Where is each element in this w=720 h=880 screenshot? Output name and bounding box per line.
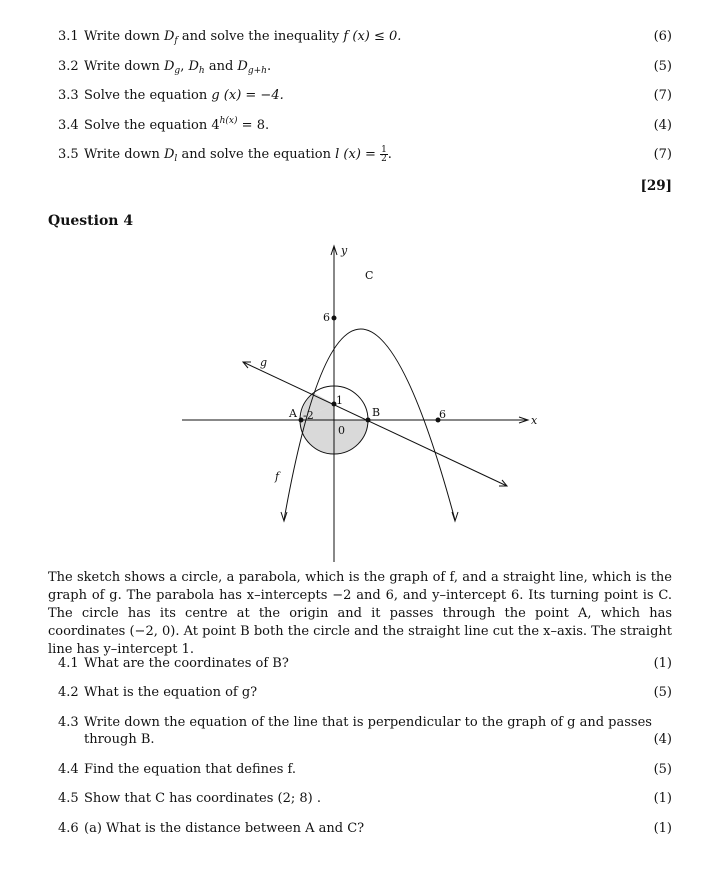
item-marks: (1) bbox=[653, 791, 672, 806]
item-text: Write down $D_f$ and solve the inequality f (x) ≤ 0. bbox=[84, 29, 402, 46]
item-number: 4.4 bbox=[58, 762, 79, 777]
section-total-marks: [29] bbox=[640, 178, 672, 194]
question-4-heading: Question 4 bbox=[48, 213, 134, 229]
item-text: What are the coordinates of B? bbox=[84, 656, 289, 671]
item-marks: (5) bbox=[653, 685, 672, 700]
question-4-description: The sketch shows a circle, a parabola, which is the graph of f, and a straight line, which is the graph of g. The parabola has x–intercepts −2 and 6, and y–intercept 6. Its turning point is C. The circle has its centre at the origin and it passes through the point A, which has coordinates (−2, 0). At point B both the circle and the straight line cut the x–axis. The straight line has y–intercept 1. bbox=[48, 570, 672, 657]
parabola-right-arrow-icon bbox=[452, 512, 458, 521]
item-number: 3.4 bbox=[58, 118, 79, 133]
point-b-dot bbox=[366, 418, 371, 423]
item-text: Write down $D_l$ and solve the equation l (x) = $\frac{1}{2}$ . bbox=[84, 145, 392, 164]
item-number: 4.5 bbox=[58, 791, 79, 806]
line-g-label: g bbox=[260, 356, 268, 369]
item-marks: (1) bbox=[653, 656, 672, 671]
item-marks: (7) bbox=[653, 88, 672, 103]
item-marks: (7) bbox=[653, 147, 672, 162]
x-intercept-6-label: 6 bbox=[439, 408, 446, 421]
item-marks: (4) bbox=[653, 118, 672, 133]
item-text: What is the equation of g? bbox=[84, 685, 258, 700]
item-text: (a) What is the distance between A and C? bbox=[84, 821, 365, 836]
item-number: 3.5 bbox=[58, 147, 79, 162]
item-number: 4.1 bbox=[58, 656, 79, 671]
item-text: Show that C has coordinates (2; 8) . bbox=[84, 791, 322, 806]
item-number: 4.3 bbox=[58, 715, 79, 730]
turning-point-label: C bbox=[365, 269, 374, 282]
line-g bbox=[243, 362, 507, 486]
item-text: Solve the equation g (x) = −4. bbox=[84, 88, 284, 103]
y-intercept-6-label: 6 bbox=[323, 311, 330, 324]
item-number: 3.1 bbox=[58, 29, 79, 44]
parabola-f-label: f bbox=[275, 470, 280, 483]
item-number: 4.6 bbox=[58, 821, 79, 836]
x-intercept-neg2-label: -2 bbox=[303, 409, 314, 422]
item-marks: (5) bbox=[653, 762, 672, 777]
y-axis-label: y bbox=[341, 244, 348, 257]
item-number: 4.2 bbox=[58, 685, 79, 700]
fraction: $\frac{1}{2}$ bbox=[381, 145, 387, 164]
item-text: Solve the equation $4^{h(x)} = 8$. bbox=[84, 116, 270, 133]
item-marks: (6) bbox=[653, 29, 672, 44]
item-number: 3.3 bbox=[58, 88, 79, 103]
y-intercept-1-label: 1 bbox=[336, 394, 343, 407]
point-b-label: B bbox=[372, 406, 381, 419]
item-marks: (1) bbox=[653, 821, 672, 836]
item-marks: (5) bbox=[653, 59, 672, 74]
origin-label: 0 bbox=[338, 424, 345, 437]
item-text: Write down the equation of the line that is perpendicular to the graph of g and passes through B. bbox=[84, 715, 652, 747]
item-marks: (4) bbox=[653, 732, 672, 747]
parabola-left-arrow-icon bbox=[281, 512, 287, 521]
point-a-label: A bbox=[289, 407, 297, 420]
item-text: Find the equation that defines f. bbox=[84, 762, 297, 777]
x-axis-label: x bbox=[531, 414, 538, 427]
item-text: Write down $D_g$, $D_h$ and $D_{g+h}$. bbox=[84, 59, 272, 76]
y-intercept-6-dot bbox=[332, 316, 337, 321]
item-number: 3.2 bbox=[58, 59, 79, 74]
